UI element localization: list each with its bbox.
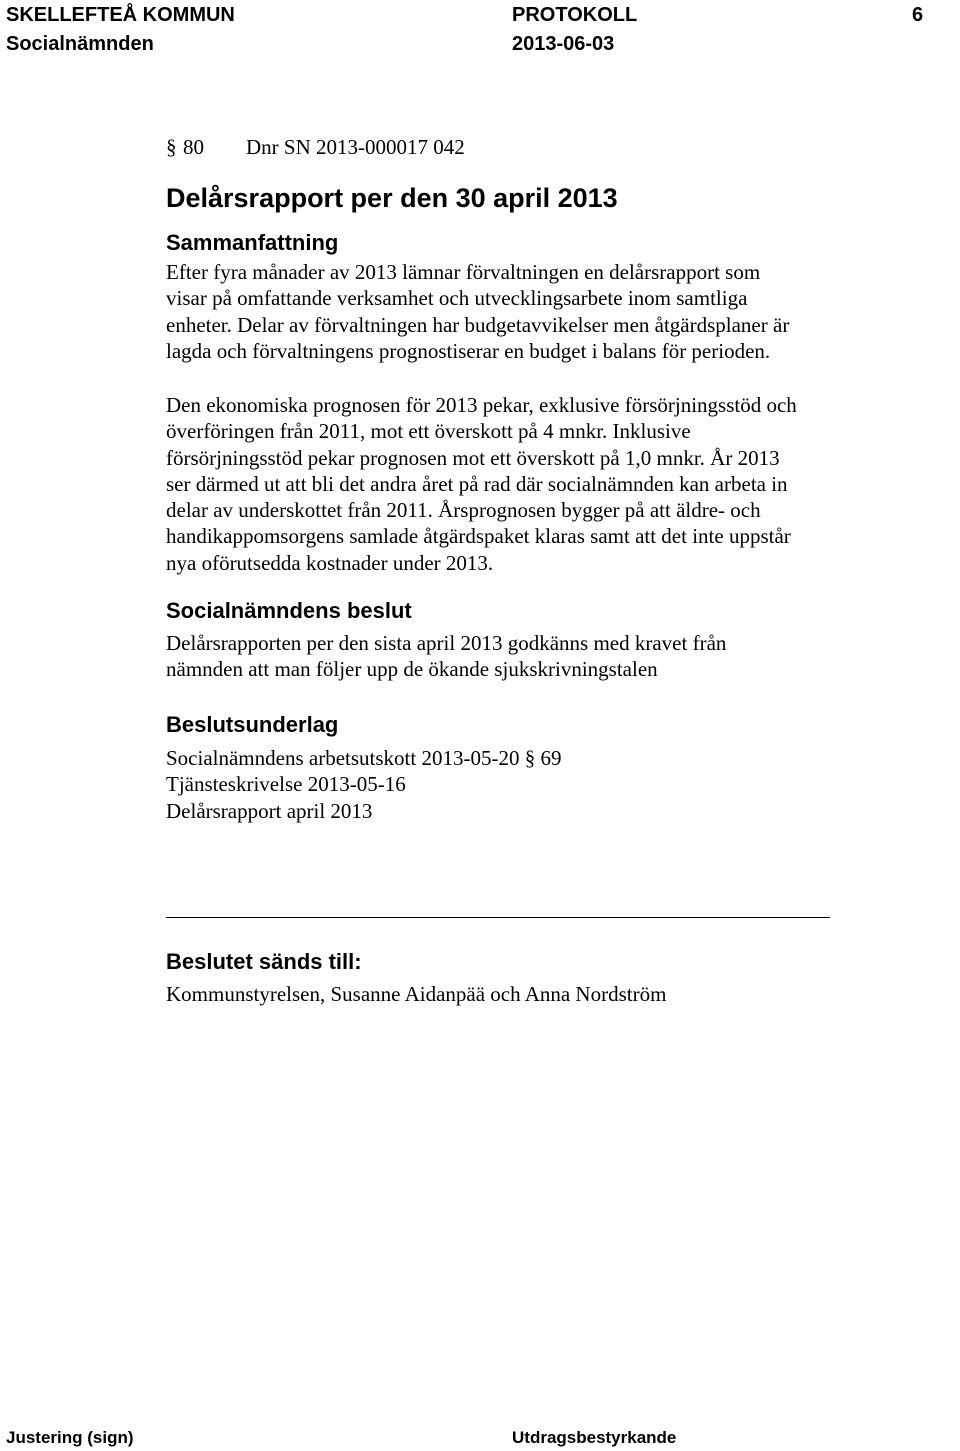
summary-p1-line: Efter fyra månader av 2013 lämnar förvaltningen en delårsrapport som — [166, 260, 761, 284]
basis-list — [166, 745, 561, 824]
document-title: Delårsrapport per den 30 april 2013 — [166, 183, 618, 213]
header-page-number: 6 — [912, 4, 924, 26]
summary-paragraph-1 — [166, 259, 789, 364]
summary-p2-line: överföringen från 2011, mot ett överskott på 4 mnkr. Inklusive — [166, 419, 691, 444]
recipients-list — [166, 981, 666, 1007]
summary-heading: Sammanfattning — [166, 230, 339, 255]
header-date: 2013-06-03 — [512, 33, 615, 55]
summary-p2-line: handikappomsorgens samlade åtgärdspaket klaras samt att det inte uppstår — [166, 524, 791, 549]
header-body: Socialnämnden — [6, 33, 154, 55]
basis-heading: Beslutsunderlag — [166, 712, 339, 737]
header-doc-type: PROTOKOLL — [512, 4, 638, 26]
footer-certification-label: Utdragsbestyrkande — [512, 1428, 677, 1447]
item-number: 80 — [183, 135, 204, 159]
header-org: SKELLEFTEÅ KOMMUN — [6, 4, 235, 26]
basis-item: Socialnämndens arbetsutskott 2013-05-20 § 69 — [166, 746, 562, 770]
item-paragraph-sign: § — [166, 135, 177, 159]
decision-text — [166, 630, 726, 683]
summary-p1-line: visar på omfattande verksamhet och utvecklingsarbete inom samtliga — [166, 286, 748, 311]
basis-item: Delårsrapport april 2013 — [166, 798, 373, 823]
decision-heading: Socialnämndens beslut — [166, 598, 412, 623]
basis-item: Tjänsteskrivelse 2013-05-16 — [166, 772, 406, 797]
recipients-line: Kommunstyrelsen, Susanne Aidanpää och Anna Nordström — [166, 982, 667, 1006]
footer-signature-label: Justering (sign) — [6, 1428, 134, 1447]
summary-p2-line: delar av underskottet från 2011. Årsprognosen bygger på att äldre- och — [166, 498, 761, 523]
summary-p2-line: försörjningsstöd pekar prognosen mot ett överskott på 1,0 mnkr. År 2013 — [166, 445, 780, 470]
summary-paragraph-2 — [166, 392, 797, 576]
item-dnr: Dnr SN 2013-000017 042 — [246, 135, 465, 159]
summary-p2-line: ser därmed ut att bli det andra året på rad där socialnämnden kan arbeta in — [166, 471, 788, 496]
summary-p2-line: nya oförutsedda kostnader under 2013. — [166, 550, 494, 575]
summary-p1-line: enheter. Delar av förvaltningen har budgetavvikelser men åtgärdsplaner är — [166, 312, 790, 337]
recipients-heading: Beslutet sänds till: — [166, 949, 362, 974]
decision-line: nämnden att man följer upp de ökande sjukskrivningstalen — [166, 657, 658, 682]
summary-p1-line: lagda och förvaltningens prognostiserar en budget i balans för perioden. — [166, 338, 771, 363]
decision-line: Delårsrapporten per den sista april 2013 godkänns med kravet från — [166, 631, 727, 655]
divider-line — [166, 917, 830, 918]
summary-p2-line: Den ekonomiska prognosen för 2013 pekar, exklusive försörjningsstöd och — [166, 393, 797, 417]
